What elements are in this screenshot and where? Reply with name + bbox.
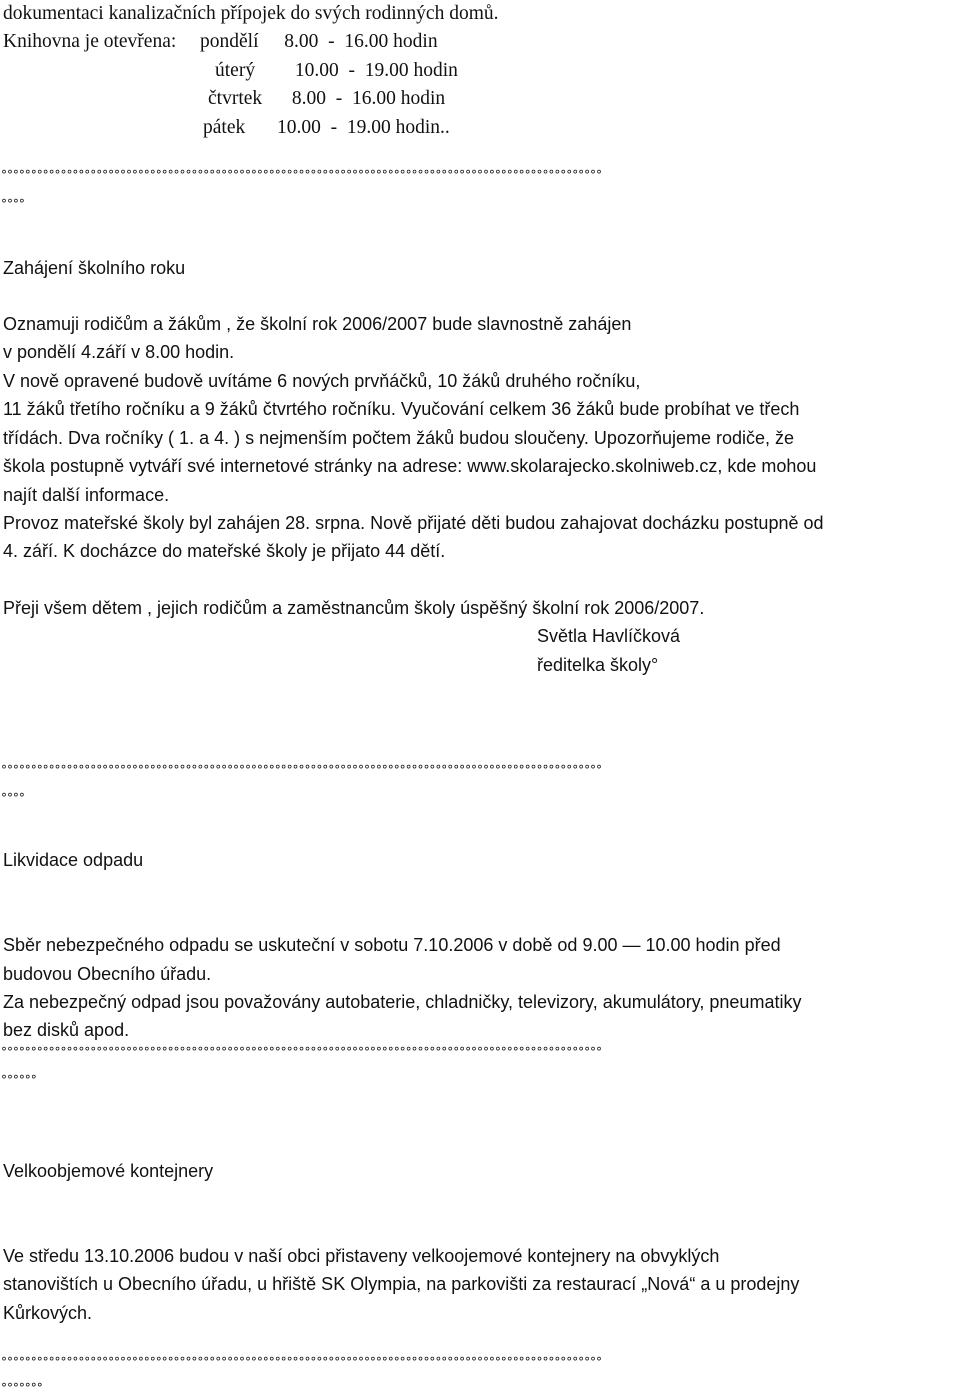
waste-text-line: bez disků apod. — [3, 1020, 130, 1040]
school-text-line: najít další informace. — [3, 485, 170, 505]
containers-text-line: Kůrkových. — [3, 1303, 93, 1323]
school-wish: Přeji všem dětem , jejich rodičům a zaměstnancům školy úspěšný školní rok 2006/2007. — [3, 598, 705, 618]
waste-text-line: budovou Obecního úřadu. — [3, 964, 212, 984]
containers-text-line: Ve středu 13.10.2006 budou v naší obci přistaveny velkoojemové kontejnery na obvyklých — [3, 1246, 720, 1266]
circle-separator: °°°°°°°°°°°°°°°°°°°°°°°°°°°°°°°°°°°°°°°°°°°°°°°°°°°°°°°°°°°°°°°°°°°°°°°°°°°°°°°°°°°°°°°°°°°°°°°°°°°°° — [1, 1355, 602, 1369]
containers-text-line: stanovištích u Obecního úřadu, u hřiště SK Olympia, na parkovišti za restaurací „Nová“ a u prodejny — [3, 1274, 800, 1294]
school-text-line: v pondělí 4.září v 8.00 hodin. — [3, 342, 235, 362]
school-text-line: škola postupně vytváří své internetové stránky na adrese: www.skolarajecko.skolniweb.cz, kde mohou — [3, 456, 817, 476]
hours-time: 10.00 - 19.00 hodin.. — [276, 117, 450, 138]
circle-separator-tail: °°°°°° — [1, 1073, 37, 1087]
hours-day: pondělí — [200, 31, 259, 52]
library-hours-row — [215, 57, 458, 86]
hours-time: 8.00 - 16.00 hodin — [284, 31, 438, 52]
library-hours-row — [208, 85, 445, 114]
signature-name: Světla Havlíčková — [537, 626, 681, 646]
circle-separator-tail: °°°°°°° — [1, 1381, 43, 1395]
school-text-line: Oznamuji rodičům a žákům , že školní rok 2006/2007 bude slavnostně zahájen — [3, 314, 632, 334]
school-text-line: třídách. Dva ročníky ( 1. a 4. ) s nejmenším počtem žáků budou sloučeny. Upozorňujeme rodiče, že — [3, 428, 795, 448]
containers-heading: Velkoobjemové kontejnery — [3, 1161, 214, 1181]
school-text-line: Provoz mateřské školy byl zahájen 28. srpna. Nově přijaté děti budou zahajovat docházku postupně od — [3, 513, 824, 533]
waste-text-line: Sběr nebezpečného odpadu se uskuteční v sobotu 7.10.2006 v době od 9.00 — 10.00 hodin před — [3, 935, 781, 955]
intro-text-line: dokumentaci kanalizačních přípojek do svých rodinných domů. — [3, 3, 499, 24]
circle-separator: °°°°°°°°°°°°°°°°°°°°°°°°°°°°°°°°°°°°°°°°°°°°°°°°°°°°°°°°°°°°°°°°°°°°°°°°°°°°°°°°°°°°°°°°°°°°°°°°°°°°° — [1, 763, 602, 777]
circle-separator-tail: °°°° — [1, 791, 25, 805]
school-text-line: 4. září. K docházce do mateřské školy je přijato 44 dětí. — [3, 541, 446, 561]
hours-day: čtvrtek — [208, 88, 263, 109]
library-hours-label: Knihovna je otevřena: — [3, 31, 177, 52]
library-hours-row — [3, 28, 438, 57]
circle-separator: °°°°°°°°°°°°°°°°°°°°°°°°°°°°°°°°°°°°°°°°°°°°°°°°°°°°°°°°°°°°°°°°°°°°°°°°°°°°°°°°°°°°°°°°°°°°°°°°°°°°° — [1, 1045, 602, 1059]
waste-text-line: Za nebezpečný odpad jsou považovány autobaterie, chladničky, televizory, akumulátory, pneumatiky — [3, 992, 802, 1012]
hours-day: úterý — [215, 60, 256, 81]
hours-day: pátek — [203, 117, 246, 138]
school-heading: Zahájení školního roku — [3, 258, 186, 278]
hours-time: 10.00 - 19.00 hodin — [294, 60, 458, 81]
signature-role: ředitelka školy° — [537, 655, 659, 675]
library-hours-row — [203, 114, 450, 143]
circle-separator-tail: °°°° — [1, 197, 25, 211]
school-text-line: 11 žáků třetího ročníku a 9 žáků čtvrtého ročníku. Vyučování celkem 36 žáků bude probíhat ve třech — [3, 399, 800, 419]
circle-separator: °°°°°°°°°°°°°°°°°°°°°°°°°°°°°°°°°°°°°°°°°°°°°°°°°°°°°°°°°°°°°°°°°°°°°°°°°°°°°°°°°°°°°°°°°°°°°°°°°°°°° — [1, 168, 602, 182]
school-text-line: V nově opravené budově uvítáme 6 nových prvňáčků, 10 žáků druhého ročníku, — [3, 371, 641, 391]
hours-time: 8.00 - 16.00 hodin — [291, 88, 446, 109]
waste-heading: Likvidace odpadu — [3, 850, 144, 870]
